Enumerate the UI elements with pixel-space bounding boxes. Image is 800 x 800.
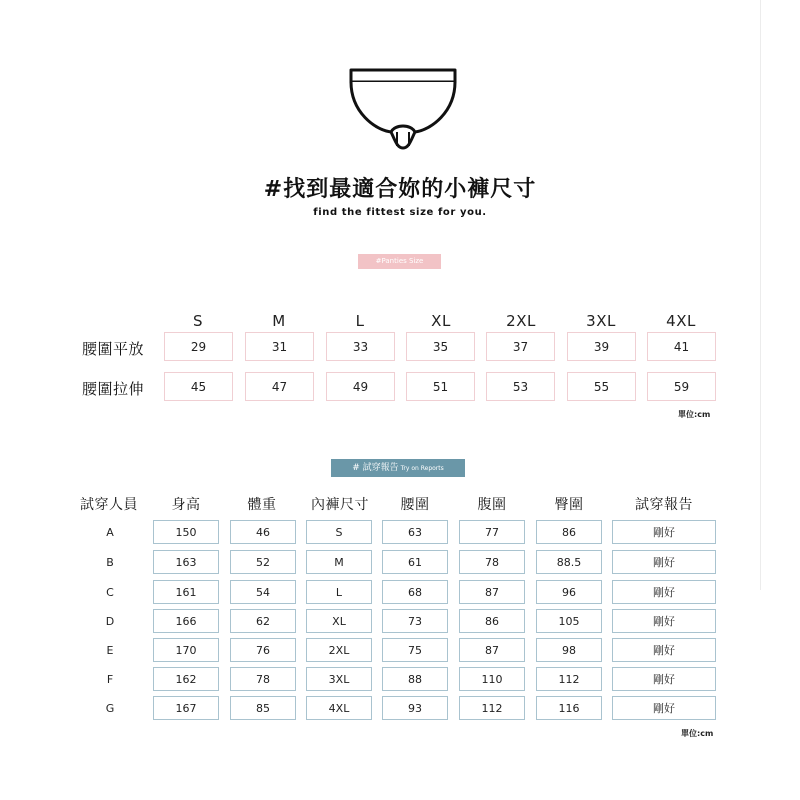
row-label-waist-flat: 腰圍平放 [82, 340, 145, 358]
report-cell: 剛好 [612, 550, 716, 574]
try-on-tag-en: Try on Reports [400, 465, 444, 472]
report-cell: 剛好 [612, 609, 716, 633]
row-label-waist-stretched: 腰圍拉伸 [82, 380, 145, 398]
report-cell: 88 [382, 667, 448, 691]
report-cell: 166 [153, 609, 219, 633]
report-cell: 77 [459, 520, 525, 544]
report-cell: M [306, 550, 372, 574]
report-cell: 98 [536, 638, 602, 662]
report-cell: 161 [153, 580, 219, 604]
report-cell: 61 [382, 550, 448, 574]
report-cell: 3XL [306, 667, 372, 691]
unit-label: 單位:cm [681, 729, 714, 738]
report-cell: 87 [459, 580, 525, 604]
report-cell: 86 [459, 609, 525, 633]
report-cell: 87 [459, 638, 525, 662]
report-cell: 85 [230, 696, 296, 720]
report-cell: 78 [230, 667, 296, 691]
header-report: 試穿報告 [635, 497, 693, 513]
report-cell: 46 [230, 520, 296, 544]
report-cell: 112 [536, 667, 602, 691]
report-cell: 剛好 [612, 580, 716, 604]
tester-label: G [105, 702, 115, 715]
size-cell: 35 [406, 332, 475, 361]
report-cell: 剛好 [612, 696, 716, 720]
report-cell: 163 [153, 550, 219, 574]
report-cell: S [306, 520, 372, 544]
tester-label: F [106, 673, 114, 686]
report-cell: 96 [536, 580, 602, 604]
report-cell: 52 [230, 550, 296, 574]
size-cell: 39 [567, 332, 636, 361]
panties-icon [345, 62, 461, 154]
size-header: 2XL [506, 312, 536, 330]
size-cell: 33 [326, 332, 395, 361]
page-subtitle: find the fittest size for you. [313, 207, 487, 218]
report-cell: 167 [153, 696, 219, 720]
tester-label: D [105, 615, 115, 628]
size-cell: 59 [647, 372, 716, 401]
report-cell: 112 [459, 696, 525, 720]
header-panty-size: 內褲尺寸 [311, 497, 369, 513]
try-on-tag [331, 459, 465, 477]
size-header: XL [431, 312, 451, 330]
header-hip: 臀圍 [554, 497, 584, 513]
report-cell: 170 [153, 638, 219, 662]
size-header: 3XL [586, 312, 616, 330]
report-cell: 88.5 [536, 550, 602, 574]
size-cell: 49 [326, 372, 395, 401]
report-cell: 62 [230, 609, 296, 633]
report-cell: 68 [382, 580, 448, 604]
report-cell: XL [306, 609, 372, 633]
size-cell: 29 [164, 332, 233, 361]
panties-size-tag: #Panties Size [358, 254, 441, 269]
size-header: S [192, 312, 204, 330]
tester-label: A [106, 526, 114, 539]
size-cell: 47 [245, 372, 314, 401]
report-cell: L [306, 580, 372, 604]
size-cell: 53 [486, 372, 555, 401]
report-cell: 剛好 [612, 667, 716, 691]
tester-label: B [106, 556, 114, 569]
header-height: 身高 [171, 497, 201, 513]
size-cell: 41 [647, 332, 716, 361]
page-title: #找到最適合妳的小褲尺寸 [263, 177, 537, 202]
report-cell: 86 [536, 520, 602, 544]
size-cell: 45 [164, 372, 233, 401]
report-cell: 4XL [306, 696, 372, 720]
size-header: M [272, 312, 286, 330]
size-cell: 55 [567, 372, 636, 401]
header-tester: 試穿人員 [80, 497, 138, 513]
report-cell: 116 [536, 696, 602, 720]
report-cell: 76 [230, 638, 296, 662]
report-cell: 75 [382, 638, 448, 662]
size-cell: 37 [486, 332, 555, 361]
report-cell: 2XL [306, 638, 372, 662]
size-cell: 31 [245, 332, 314, 361]
report-cell: 剛好 [612, 638, 716, 662]
tester-label: E [106, 644, 114, 657]
report-cell: 162 [153, 667, 219, 691]
report-cell: 63 [382, 520, 448, 544]
tester-label: C [106, 586, 114, 599]
report-cell: 150 [153, 520, 219, 544]
size-header: L [355, 312, 365, 330]
report-cell: 54 [230, 580, 296, 604]
size-header: 4XL [666, 312, 696, 330]
report-cell: 73 [382, 609, 448, 633]
report-cell: 93 [382, 696, 448, 720]
report-cell: 105 [536, 609, 602, 633]
unit-label: 單位:cm [678, 410, 711, 419]
report-cell: 78 [459, 550, 525, 574]
report-cell: 110 [459, 667, 525, 691]
size-cell: 51 [406, 372, 475, 401]
page-edge-divider [760, 0, 761, 590]
header-waist: 腰圍 [400, 497, 430, 513]
report-cell: 剛好 [612, 520, 716, 544]
header-belly: 腹圍 [477, 497, 507, 513]
try-on-tag-label: # 試穿報告 [352, 463, 399, 473]
header-weight: 體重 [247, 497, 277, 513]
